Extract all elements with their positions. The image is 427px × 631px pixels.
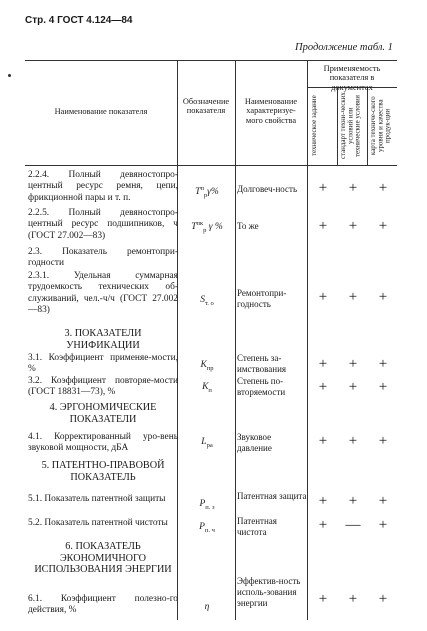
applicability-mark: + [348, 218, 358, 234]
applicability-mark: + [348, 180, 358, 196]
table-row-name: 3.1. Коэффициент применяе-мости, % [28, 353, 178, 375]
column-divider-2 [235, 60, 236, 620]
characteristic-cell: Эффектив-ность исполь-зования энергии [237, 576, 301, 608]
applicability-mark: + [378, 493, 388, 509]
characteristic-cell: Звуковое давление [237, 432, 272, 453]
applicability-mark: + [348, 493, 358, 509]
table-header-rule [25, 165, 397, 166]
symbol-cell: $P_{п. ч}$ [199, 522, 215, 534]
applicability-mark: + [378, 433, 388, 449]
symbol-cell: $T^п_р\gamma\%$ [195, 185, 219, 200]
section-heading: 5. ПАТЕНТНО-ПРАВОВОЙ ПОКАЗАТЕЛЬ [41, 460, 165, 483]
characteristic-cell: Степень за-имствования [237, 353, 287, 374]
applicability-mark: + [348, 289, 358, 305]
characteristic-cell: Патентная защита [237, 491, 307, 501]
applicability-mark: + [378, 517, 388, 533]
applicability-mark: + [318, 289, 328, 305]
table-row-name: 4.1. Корректированный уро-вень звуковой мощности, дБА [28, 432, 178, 454]
section-heading: 4. ЭРГОНОМИЧЕСКИЕ ПОКАЗАТЕЛИ [49, 402, 157, 425]
column-header-symbol: Обозначение показателя [182, 97, 230, 116]
applicability-mark: + [318, 379, 328, 395]
table-row-name: 2.3.1. Удельная суммарная трудоемкость технических об-служиваний, чел.-ч/ч (ГОСТ 27.002—83) [28, 271, 178, 316]
applicability-mark: + [318, 356, 328, 372]
margin-dot [8, 74, 11, 77]
applicability-mark: — [345, 517, 361, 533]
column-header-applicability: Применяемость показателя в документах [323, 64, 381, 92]
applicability-mark: + [378, 379, 388, 395]
column-header-sub3: карта техниче-ского уровня и качества продук-ции [370, 96, 392, 156]
applicability-mark: + [348, 433, 358, 449]
applicability-mark: + [318, 517, 328, 533]
applicability-mark: + [348, 591, 358, 607]
applicability-mark: + [378, 591, 388, 607]
applicability-mark: + [348, 356, 358, 372]
applicability-mark: + [318, 433, 328, 449]
applicability-mark: + [318, 218, 328, 234]
table-row-name: 2.2.4. Полный девяностопро-центный ресурс ремня, цепи, фрикционной пары и т. п. [28, 170, 178, 203]
characteristic-cell: Ремонтопри-годность [237, 288, 287, 309]
characteristic-cell: Степень по-вторяемости [237, 376, 286, 397]
symbol-cell: $K_п$ [202, 382, 212, 394]
applicability-mark: + [378, 218, 388, 234]
section-heading: 6. ПОКАЗАТЕЛЬ ЭКОНОМИЧНОГО ИСПОЛЬЗОВАНИЯ ЭНЕРГИИ [34, 541, 172, 576]
column-divider-4 [337, 87, 338, 165]
column-header-characteristic: Наименование характеризуе-мого свойства [244, 97, 298, 125]
symbol-cell: $T^{пк}_р$ γ % [191, 220, 223, 235]
column-header-sub2: стандарт техни-ческих условий или технические условия [340, 92, 362, 160]
characteristic-cell: То же [237, 221, 259, 231]
column-header-name: Наименование показателя [54, 107, 148, 116]
column-divider-3 [307, 60, 308, 620]
table-continuation-label: Продолжение табл. 1 [295, 42, 393, 53]
table-top-rule [25, 60, 397, 61]
table-row-name: 5.1. Показатель патентной защиты [28, 494, 166, 504]
symbol-cell: $K_{пр}$ [200, 360, 214, 372]
symbol-cell: $S_{т. о}$ [200, 295, 214, 307]
table-row-name: 6.1. Коэффициент полезно-го действия, % [28, 594, 178, 616]
table-row-name: 5.2. Показатель патентной чистоты [28, 518, 168, 528]
symbol-cell: η [204, 602, 210, 612]
characteristic-cell: Долговеч-ность [237, 184, 298, 194]
applicability-mark: + [318, 493, 328, 509]
column-header-sub1: техническое задание [311, 95, 318, 157]
applicability-mark: + [318, 180, 328, 196]
table-row-name: 2.2.5. Полный девяностопро-центный ресурс подшипников, ч (ГОСТ 27.002—83) [28, 208, 178, 241]
applicability-mark: + [318, 591, 328, 607]
section-heading: 3. ПОКАЗАТЕЛИ УНИФИКАЦИИ [64, 328, 142, 351]
table-row-name: 2.3. Показатель ремонтопри-годности [28, 247, 178, 269]
applicability-mark: + [378, 180, 388, 196]
table-row-name: 3.2. Коэффициент повторяе-мости (ГОСТ 18831—73), % [28, 376, 178, 398]
symbol-cell: $P_{п. з}$ [199, 499, 215, 511]
symbol-cell: $L_{pa}$ [201, 437, 213, 449]
applicability-mark: + [348, 379, 358, 395]
column-divider-5 [367, 87, 368, 165]
applicability-mark: + [378, 356, 388, 372]
characteristic-cell: Патентная чистота [237, 516, 277, 537]
page-header: Стр. 4 ГОСТ 4.124—84 [25, 15, 133, 26]
applicability-mark: + [378, 289, 388, 305]
